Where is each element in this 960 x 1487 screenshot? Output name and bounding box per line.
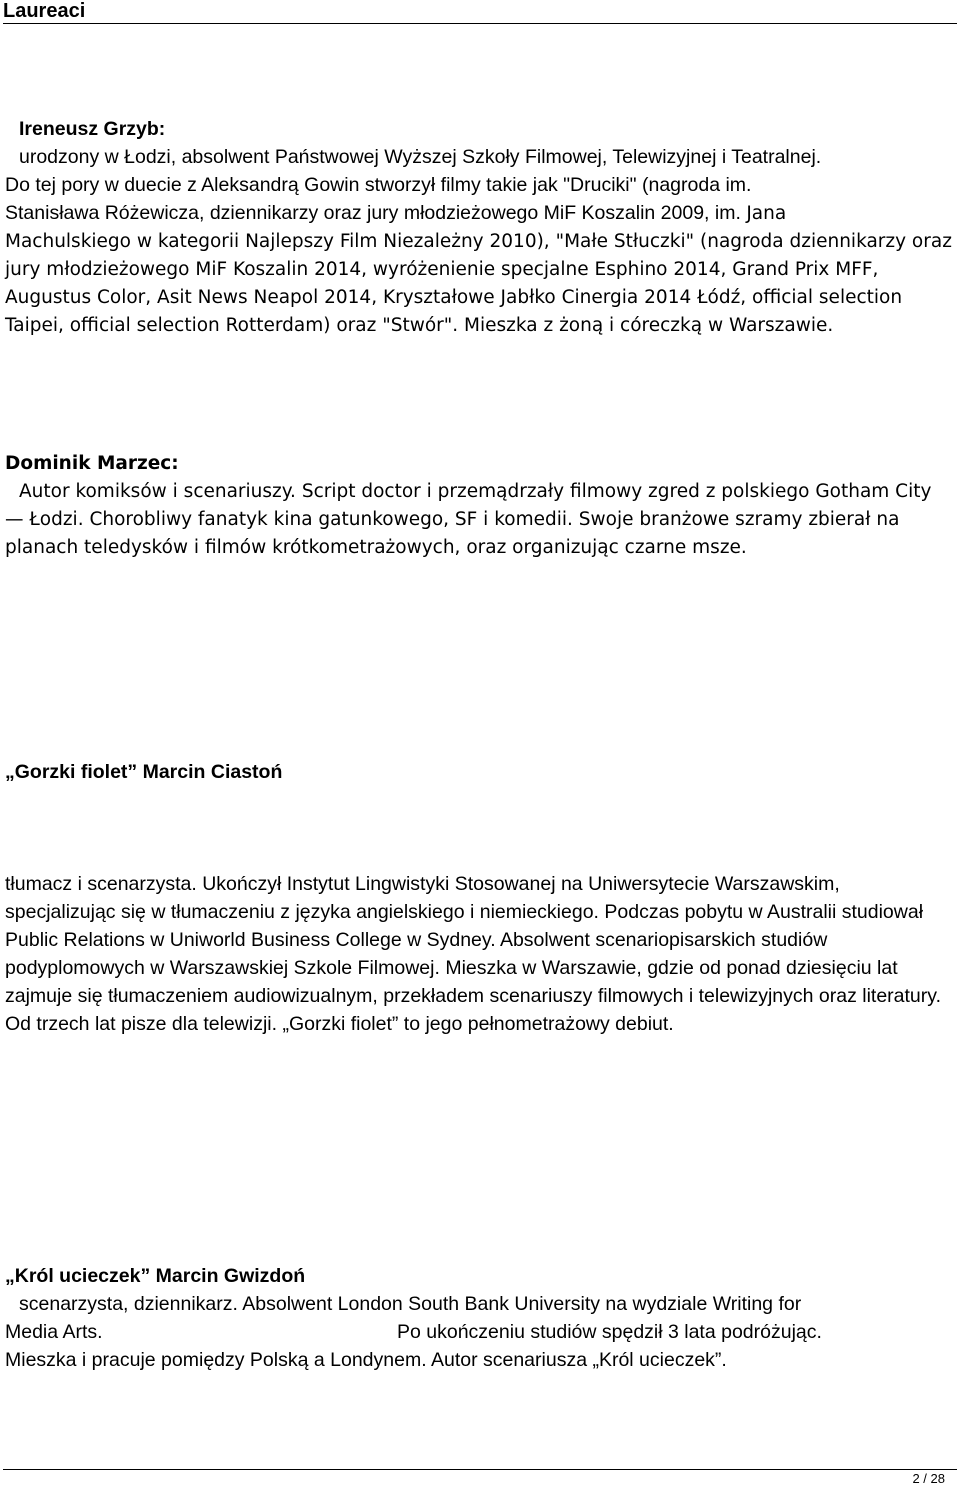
laureate-bio-line: Do tej pory w duecie z Aleksandrą Gowin stworzył filmy takie jak "Druciki" (nagroda im. [5,174,752,196]
laureate-name: Ireneusz Grzyb: [19,118,166,140]
laureate-name: Dominik Marzec: [5,453,179,474]
page-title: Laureaci [3,0,86,22]
laureate-bio-paragraph: Machulskiego w kategorii Najlepszy Film Niezależny 2010), "Małe Stłuczki" (nagroda dziennikarzy oraz jury młodzieżowego MiF Koszalin 2014, wyróżenienie specjalne Esphino 2014, Grand Prix MFF, Augustus Color, Asit News Neapol 2014, Kryształowe Jabłko Cinergia 2014 Łódź, official selection Taipei, official selection Rotterdam) oraz "Stwór". Mieszka z żoną i córeczką w Warszawie. [5,231,952,336]
laureate-bio-line: urodzony w Łodzi, absolwent Państwowej Wyższej Szkoły Filmowej, Telewizyjnej i Teatralnej. [19,146,822,168]
film-krol-ucieczek [5,1262,955,1374]
footer-divider [3,1469,957,1470]
laureate-dominik-marzec [5,450,955,562]
laureate-ireneusz-grzyb [5,115,955,340]
laureate-bio-line: Stanisława Różewicza, dziennikarzy oraz jury młodzieżowego MiF Koszalin 2009, im. [5,202,741,224]
laureate-bio-paragraph: Autor komiksów i scenariuszy. Script doctor i przemądrzały filmowy zgred z polskiego Gotham City — Łodzi. Chorobliwy fanatyk kina gatunkowego, SF i komedii. Swoje branżowe szramy zbierał na planach teledysków i filmów krótkometrażowych, oraz organizując czarne msze. [5,481,932,558]
laureate-bio-line: scenarzysta, dziennikarz. Absolwent London South Bank University na wydziale Writing for [19,1293,802,1315]
laureate-bio-line: Mieszka i pracuje pomiędzy Polską a Londynem. Autor scenariusza „Król ucieczek”. [5,1349,727,1371]
film-gorzki-fiolet [5,758,955,786]
header-divider [3,23,957,24]
laureate-bio-paragraph: tłumacz i scenarzysta. Ukończył Instytut Lingwistyki Stosowanej na Uniwersytecie Warszawskim, specjalizując się w tłumaczeniu z języka angielskiego i niemieckiego. Podczas pobytu w Australii studiował Public Relations w Uniworld Business College w Sydney. Absolwent scenariopisarskich studiów podyplomowych w Warszawskiej Szkole Filmowej. Mieszka w Warszawie, gdzie od ponad dziesięciu lat zajmuje się tłumaczeniem audiowizualnym, przekładem scenariuszy filmowych i telewizyjnych oraz literatury. Od trzech lat pisze dla telewizji. „Gorzki fiolet” to jego pełnometrażowy debiut. [5,873,941,1035]
laureate-bio-line: Po ukończeniu studiów spędził 3 lata podróżując. [397,1321,822,1343]
film-gorzki-fiolet-bio [5,870,955,1038]
page-number: 2 / 28 [912,1471,945,1486]
film-title: „Król ucieczek” Marcin Gwizdoń [5,1265,306,1287]
laureate-bio-line: Jana [746,203,787,224]
laureate-bio-line: Media Arts. [5,1321,103,1343]
page-header [0,0,960,26]
film-title: „Gorzki fiolet” Marcin Ciastoń [5,761,283,783]
